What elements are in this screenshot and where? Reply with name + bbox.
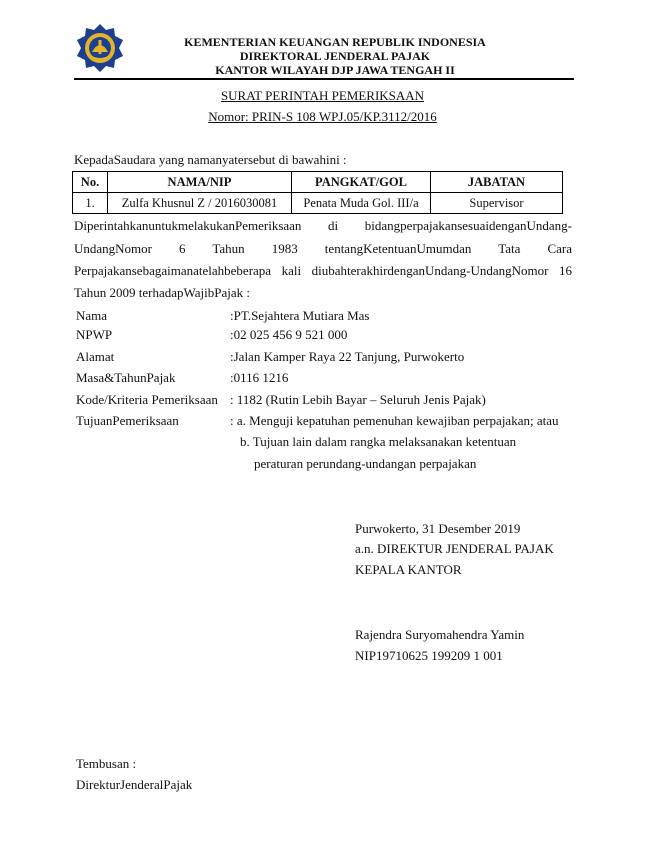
col-header-name-nip: NAMA/NIP bbox=[108, 172, 292, 193]
field-label-nama: Nama bbox=[76, 308, 108, 323]
signer-name: Rajendra Suryomahendra Yamin bbox=[355, 627, 525, 642]
field-label-npwp: NPWP bbox=[76, 327, 113, 342]
col-header-position: JABATAN bbox=[431, 172, 563, 193]
table-row bbox=[73, 193, 563, 214]
field-label-alamat: Alamat bbox=[76, 349, 115, 364]
tembusan-label: Tembusan : bbox=[76, 756, 137, 771]
intro-text: KepadaSaudara yang namanyatersebut di bawahini : bbox=[74, 152, 347, 167]
cell-no: 1. bbox=[73, 193, 108, 214]
body-line-3: Perpajakansebagaimanatelahbeberapa kali diubahterakhirdenganUndang-UndangNomor 16 bbox=[74, 263, 572, 278]
field-value-kode: : 1182 (Rutin Lebih Bayar – Seluruh Jenis Pajak) bbox=[230, 392, 486, 407]
field-value-tujuan-b1: b. Tujuan lain dalam rangka melaksanakan ketentuan bbox=[240, 434, 517, 449]
ministry-emblem-icon bbox=[74, 22, 126, 74]
tembusan-recipient: DirekturJenderalPajak bbox=[76, 777, 193, 792]
field-value-masa: :0116 1216 bbox=[230, 370, 289, 385]
field-value-nama: :PT.Sejahtera Mutiara Mas bbox=[230, 308, 370, 323]
field-label-masa: Masa&TahunPajak bbox=[76, 370, 176, 385]
signature-on-behalf: a.n. DIREKTUR JENDERAL PAJAK bbox=[355, 541, 554, 556]
field-label-kode: Kode/Kriteria Pemeriksaan bbox=[76, 392, 218, 407]
office-name: KANTOR WILAYAH DJP JAWA TENGAH II bbox=[215, 63, 455, 77]
ministry-name: KEMENTERIAN KEUANGAN REPUBLIK INDONESIA bbox=[184, 35, 486, 49]
cell-position: Supervisor bbox=[431, 193, 563, 214]
col-header-no: No. bbox=[73, 172, 108, 193]
field-value-tujuan-b2: peraturan perundang-undangan perpajakan bbox=[254, 456, 477, 471]
field-value-alamat: :Jalan Kamper Raya 22 Tanjung, Purwokerto bbox=[230, 349, 465, 364]
body-line-4: Tahun 2009 terhadapWajibPajak : bbox=[74, 285, 251, 300]
header-divider bbox=[74, 78, 574, 80]
cell-rank: Penata Muda Gol. III/a bbox=[292, 193, 431, 214]
directorate-name: DIREKTORAL JENDERAL PAJAK bbox=[239, 49, 431, 63]
col-header-rank: PANGKAT/GOL bbox=[292, 172, 431, 193]
table-header-row bbox=[73, 172, 563, 193]
field-label-tujuan: TujuanPemeriksaan bbox=[76, 413, 179, 428]
cell-name-nip: Zulfa Khusnul Z / 2016030081 bbox=[108, 193, 292, 214]
signer-nip: NIP19710625 199209 1 001 bbox=[355, 648, 503, 663]
field-value-tujuan-a: : a. Menguji kepatuhan pemenuhan kewajiban perpajakan; atau bbox=[230, 413, 559, 428]
signature-place-date: Purwokerto, 31 Desember 2019 bbox=[355, 521, 521, 536]
letter-number: Nomor: PRIN-S 108 WPJ.05/KP.3112/2016 bbox=[208, 109, 437, 124]
field-value-npwp: :02 025 456 9 521 000 bbox=[230, 327, 348, 342]
assignee-table bbox=[72, 171, 563, 214]
letter-title: SURAT PERINTAH PEMERIKSAAN bbox=[220, 88, 425, 103]
signature-position: KEPALA KANTOR bbox=[355, 562, 462, 577]
body-line-2: UndangNomor 6 Tahun 1983 tentangKetentuanUmumdan Tata Cara bbox=[74, 241, 572, 256]
body-line-1: DiperintahkanuntukmelakukanPemeriksaan di bidangperpajakansesuaidenganUndang- bbox=[74, 218, 572, 233]
